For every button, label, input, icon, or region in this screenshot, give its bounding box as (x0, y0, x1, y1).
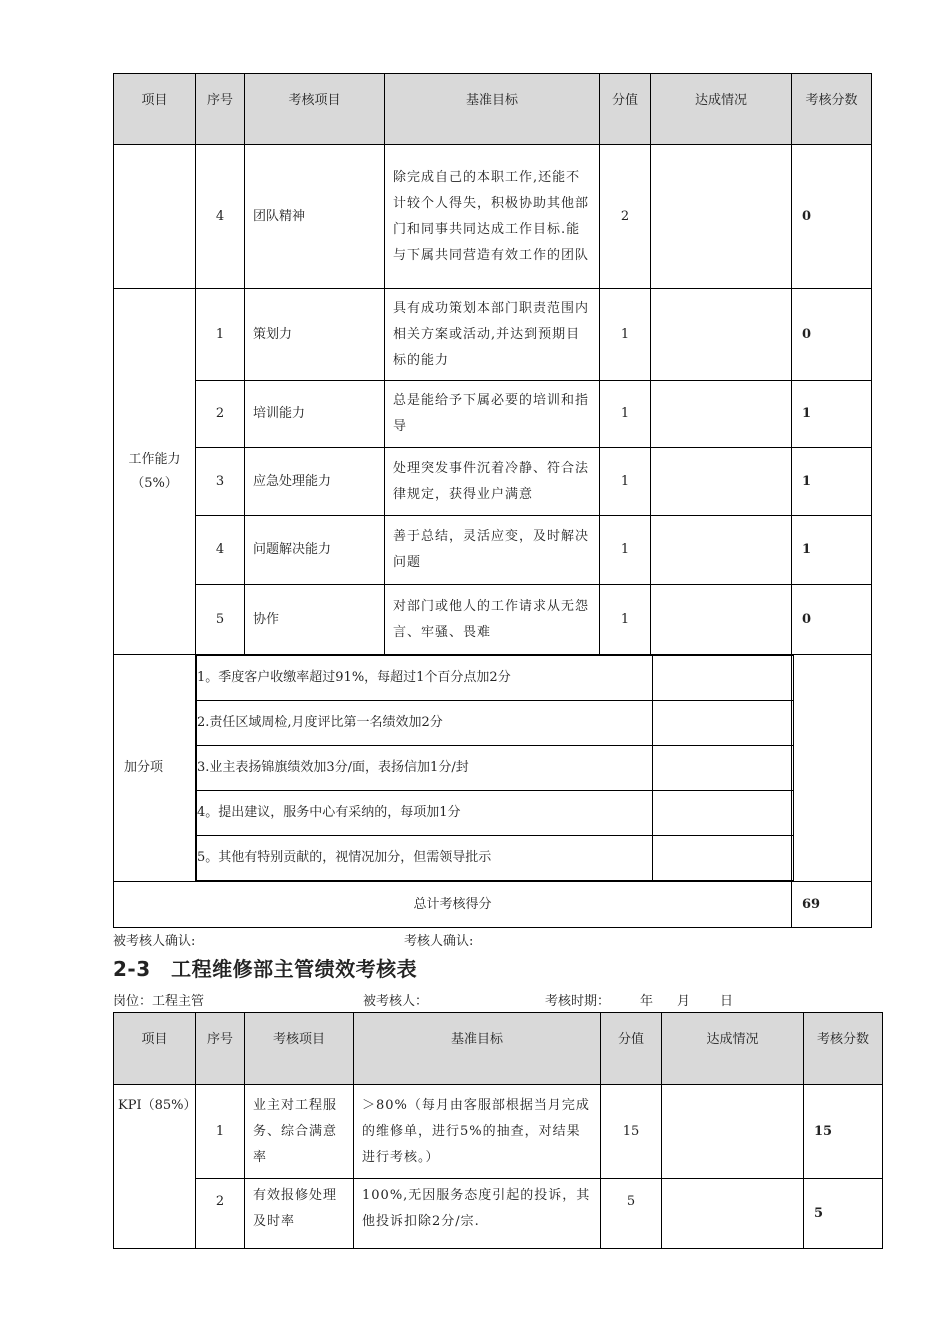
header-no: 序号 (196, 74, 245, 145)
total-label: 总计考核得分 (114, 882, 792, 928)
period-month: 月 (677, 994, 691, 1009)
appraisal-table-1 (113, 73, 872, 928)
row-score: 1 (600, 448, 651, 516)
row-no: 1 (196, 289, 245, 381)
row-result (662, 1179, 804, 1249)
table-row (114, 448, 872, 516)
table1-header-row (114, 74, 872, 145)
row-points: 0 (792, 585, 872, 655)
bonus-label: 加分项 (114, 655, 196, 882)
bonus-item-result (653, 701, 794, 746)
row-item: 业主对工程服务、综合满意率 (245, 1085, 354, 1179)
row-score: 1 (600, 516, 651, 585)
row-target: 除完成自己的本职工作,还能不计较个人得失，积极协助其他部门和同事共同达成工作目标.能与下属共同营造有效工作的团队 (385, 145, 600, 289)
bonus-item-text: 3.业主表扬锦旗绩效加3分/面，表扬信加1分/封 (197, 746, 653, 791)
table-row (114, 516, 872, 585)
row-no: 2 (196, 381, 245, 448)
row-no: 5 (196, 585, 245, 655)
header-item: 考核项目 (245, 1013, 354, 1085)
bonus-item-result (653, 836, 794, 881)
row-score: 1 (600, 585, 651, 655)
group-cell-empty (114, 145, 196, 289)
header-score: 分值 (601, 1013, 662, 1085)
row-no: 4 (196, 145, 245, 289)
header-score: 分值 (600, 74, 651, 145)
row-score: 5 (601, 1179, 662, 1249)
row-score: 1 (600, 289, 651, 381)
period-year: 年 (640, 994, 654, 1009)
row-score: 15 (601, 1085, 662, 1179)
row-no: 3 (196, 448, 245, 516)
row-target: 总是能给予下属必要的培训和指导 (385, 381, 600, 448)
row-result (651, 448, 792, 516)
bonus-item-text: 2.责任区域周检,月度评比第一名绩效加2分 (197, 701, 653, 746)
row-result (662, 1085, 804, 1179)
examiner-confirm: 考核人确认: (404, 934, 474, 949)
header-project: 项目 (114, 1013, 196, 1085)
row-target: 对部门或他人的工作请求从无怨言、牢骚、畏难 (385, 585, 600, 655)
row-points: 0 (792, 289, 872, 381)
total-value: 69 (792, 882, 872, 928)
row-target: ＞80%（每月由客服部根据当月完成的维修单，进行5%的抽查，对结果进行考核。） (354, 1085, 601, 1179)
row-target: 具有成功策划本部门职责范围内相关方案或活动,并达到预期目标的能力 (385, 289, 600, 381)
table-row (114, 145, 872, 289)
row-no: 2 (196, 1179, 245, 1249)
list-item (197, 836, 794, 881)
group-label-kpi: KPI（85%） (114, 1085, 196, 1249)
total-row (114, 882, 872, 928)
row-points: 1 (792, 448, 872, 516)
table-row (114, 1179, 883, 1249)
bonus-item-text: 4。提出建议，服务中心有采纳的，每项加1分 (197, 791, 653, 836)
header-points: 考核分数 (804, 1013, 883, 1085)
row-result (651, 381, 792, 448)
bonus-list (196, 655, 794, 881)
appraisal-table-2 (113, 1012, 883, 1249)
row-target: 处理突发事件沉着冷静、符合法律规定，获得业户满意 (385, 448, 600, 516)
row-item: 有效报修处理及时率 (245, 1179, 354, 1249)
bonus-item-result (653, 656, 794, 701)
row-item: 应急处理能力 (245, 448, 385, 516)
period-day: 日 (720, 994, 734, 1009)
bonus-item-result (653, 746, 794, 791)
row-target: 善于总结，灵活应变，及时解决问题 (385, 516, 600, 585)
row-result (651, 516, 792, 585)
position-label: 岗位：工程主管 (113, 994, 205, 1009)
table-row (114, 1085, 883, 1179)
row-target: 100%,无因服务态度引起的投诉，其他投诉扣除2分/宗. (354, 1179, 601, 1249)
row-points: 0 (792, 145, 872, 289)
bonus-item-text: 1。季度客户收缴率超过91%，每超过1个百分点加2分 (197, 656, 653, 701)
list-item (197, 701, 794, 746)
bonus-list-cell (196, 655, 792, 882)
examinee-label: 被考核人： (363, 994, 429, 1009)
header-result: 达成情况 (651, 74, 792, 145)
row-score: 1 (600, 381, 651, 448)
row-item: 协作 (245, 585, 385, 655)
header-project: 项目 (114, 74, 196, 145)
row-result (651, 289, 792, 381)
table-row (114, 289, 872, 381)
table2-header-row (114, 1013, 883, 1085)
section-title: 2-3 工程维修部主管绩效考核表 (113, 957, 418, 981)
row-result (651, 145, 792, 289)
row-points: 1 (792, 516, 872, 585)
bonus-points (792, 655, 872, 882)
row-no: 4 (196, 516, 245, 585)
header-no: 序号 (196, 1013, 245, 1085)
header-target: 基准目标 (354, 1013, 601, 1085)
row-no: 1 (196, 1085, 245, 1179)
list-item (197, 656, 794, 701)
row-points: 5 (804, 1179, 883, 1249)
row-item: 策划力 (245, 289, 385, 381)
examinee-confirm: 被考核人确认: (113, 934, 196, 949)
period-label: 考核时期： (545, 994, 611, 1009)
row-score: 2 (600, 145, 651, 289)
group-label-ability: 工作能力（5%） (114, 289, 196, 655)
row-points: 15 (804, 1085, 883, 1179)
row-result (651, 585, 792, 655)
header-result: 达成情况 (662, 1013, 804, 1085)
row-points: 1 (792, 381, 872, 448)
list-item (197, 746, 794, 791)
bonus-item-result (653, 791, 794, 836)
row-item: 团队精神 (245, 145, 385, 289)
row-item: 问题解决能力 (245, 516, 385, 585)
row-item: 培训能力 (245, 381, 385, 448)
bonus-row (114, 655, 872, 882)
table-row (114, 585, 872, 655)
bonus-item-text: 5。其他有特别贡献的，视情况加分，但需领导批示 (197, 836, 653, 881)
header-points: 考核分数 (792, 74, 872, 145)
table-row (114, 381, 872, 448)
list-item (197, 791, 794, 836)
header-item: 考核项目 (245, 74, 385, 145)
header-target: 基准目标 (385, 74, 600, 145)
